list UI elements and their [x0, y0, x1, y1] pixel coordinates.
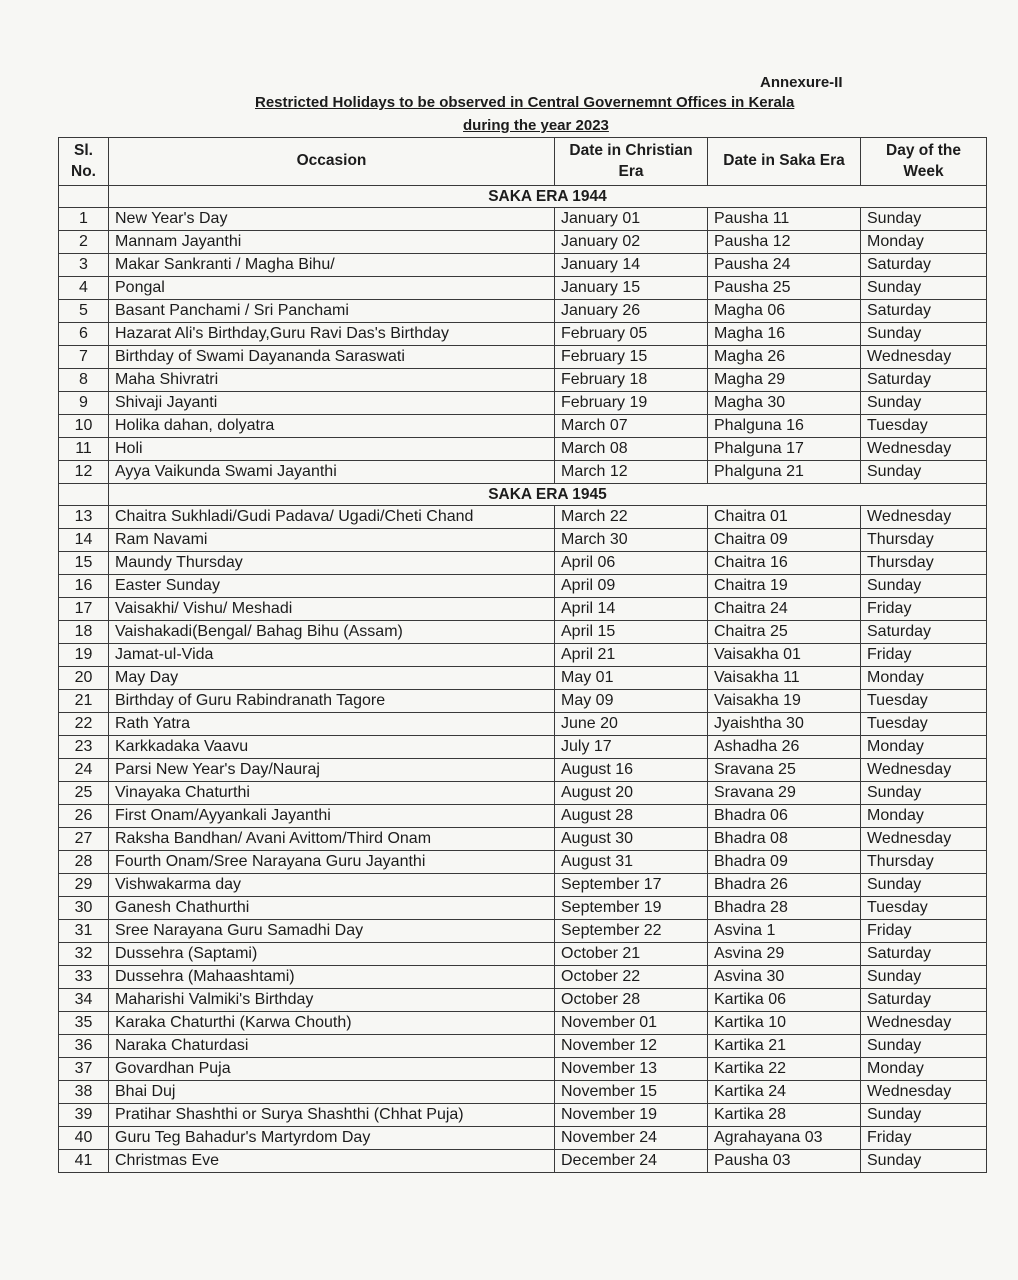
cell-occasion: Dussehra (Mahaashtami): [109, 966, 555, 989]
cell-day: Thursday: [861, 851, 987, 874]
cell-christian: February 05: [555, 323, 708, 346]
cell-day: Sunday: [861, 874, 987, 897]
cell-christian: November 13: [555, 1058, 708, 1081]
table-row: [59, 851, 987, 874]
cell-occasion: Vaisakhi/ Vishu/ Meshadi: [109, 598, 555, 621]
cell-day: Wednesday: [861, 346, 987, 369]
cell-christian: November 12: [555, 1035, 708, 1058]
cell-sl: 8: [59, 369, 109, 392]
table-row: [59, 690, 987, 713]
col-header-sl: Sl. No.: [59, 138, 109, 186]
cell-occasion: Bhai Duj: [109, 1081, 555, 1104]
table-row: [59, 736, 987, 759]
table-row: [59, 1058, 987, 1081]
document-title: Restricted Holidays to be observed in Central Governemnt Offices in Kerala: [255, 94, 795, 111]
col-header-occasion: Occasion: [109, 138, 555, 186]
document-subtitle: during the year 2023: [463, 117, 609, 134]
cell-occasion: Maha Shivratri: [109, 369, 555, 392]
cell-saka: Kartika 10: [708, 1012, 861, 1035]
table-row: [59, 759, 987, 782]
cell-day: Monday: [861, 231, 987, 254]
section-header-row: [59, 186, 987, 208]
cell-occasion: Birthday of Swami Dayananda Saraswati: [109, 346, 555, 369]
cell-occasion: Jamat-ul-Vida: [109, 644, 555, 667]
table-row: [59, 874, 987, 897]
table-row: [59, 300, 987, 323]
cell-saka: Bhadra 28: [708, 897, 861, 920]
table-row: [59, 346, 987, 369]
table-row: [59, 828, 987, 851]
cell-christian: September 17: [555, 874, 708, 897]
table-row: [59, 805, 987, 828]
table-row: [59, 369, 987, 392]
table-row: [59, 392, 987, 415]
cell-christian: February 15: [555, 346, 708, 369]
table-row: [59, 461, 987, 484]
cell-occasion: Maundy Thursday: [109, 552, 555, 575]
table-row: [59, 1104, 987, 1127]
cell-christian: December 24: [555, 1150, 708, 1173]
cell-sl: 16: [59, 575, 109, 598]
cell-day: Tuesday: [861, 690, 987, 713]
cell-occasion: Guru Teg Bahadur's Martyrdom Day: [109, 1127, 555, 1150]
annexure-label: Annexure-II: [760, 74, 843, 91]
cell-sl: 38: [59, 1081, 109, 1104]
cell-occasion: Christmas Eve: [109, 1150, 555, 1173]
cell-day: Saturday: [861, 943, 987, 966]
table-row: [59, 438, 987, 461]
cell-day: Sunday: [861, 575, 987, 598]
cell-saka: Magha 26: [708, 346, 861, 369]
table-row: [59, 529, 987, 552]
cell-saka: Pausha 12: [708, 231, 861, 254]
table-row: [59, 966, 987, 989]
cell-christian: April 21: [555, 644, 708, 667]
cell-day: Sunday: [861, 208, 987, 231]
cell-sl: 29: [59, 874, 109, 897]
cell-occasion: New Year's Day: [109, 208, 555, 231]
cell-sl: 15: [59, 552, 109, 575]
table-header-row: [59, 138, 987, 186]
table-row: [59, 1081, 987, 1104]
cell-christian: May 01: [555, 667, 708, 690]
cell-saka: Magha 29: [708, 369, 861, 392]
cell-day: Tuesday: [861, 415, 987, 438]
cell-sl: 21: [59, 690, 109, 713]
holidays-table: [58, 137, 987, 1173]
cell-occasion: Basant Panchami / Sri Panchami: [109, 300, 555, 323]
cell-saka: Chaitra 09: [708, 529, 861, 552]
cell-occasion: Chaitra Sukhladi/Gudi Padava/ Ugadi/Cheti Chand: [109, 506, 555, 529]
cell-day: Wednesday: [861, 438, 987, 461]
cell-day: Monday: [861, 667, 987, 690]
cell-day: Wednesday: [861, 1012, 987, 1035]
cell-christian: September 19: [555, 897, 708, 920]
cell-christian: January 26: [555, 300, 708, 323]
cell-saka: Asvina 1: [708, 920, 861, 943]
table-row: [59, 254, 987, 277]
table-row: [59, 920, 987, 943]
cell-occasion: Dussehra (Saptami): [109, 943, 555, 966]
cell-sl: 19: [59, 644, 109, 667]
cell-saka: Chaitra 16: [708, 552, 861, 575]
cell-saka: Chaitra 24: [708, 598, 861, 621]
cell-saka: Vaisakha 11: [708, 667, 861, 690]
cell-christian: April 15: [555, 621, 708, 644]
cell-occasion: Vinayaka Chaturthi: [109, 782, 555, 805]
cell-day: Friday: [861, 920, 987, 943]
cell-saka: Magha 06: [708, 300, 861, 323]
cell-sl: 20: [59, 667, 109, 690]
cell-saka: Jyaishtha 30: [708, 713, 861, 736]
cell-occasion: Hazarat Ali's Birthday,Guru Ravi Das's Birthday: [109, 323, 555, 346]
cell-saka: Kartika 24: [708, 1081, 861, 1104]
cell-christian: August 31: [555, 851, 708, 874]
cell-saka: Sravana 29: [708, 782, 861, 805]
cell-saka: Phalguna 21: [708, 461, 861, 484]
cell-sl: 2: [59, 231, 109, 254]
table-row: [59, 506, 987, 529]
cell-occasion: Makar Sankranti / Magha Bihu/: [109, 254, 555, 277]
cell-saka: Asvina 30: [708, 966, 861, 989]
cell-christian: November 01: [555, 1012, 708, 1035]
cell-occasion: Karkkadaka Vaavu: [109, 736, 555, 759]
cell-saka: Magha 30: [708, 392, 861, 415]
cell-saka: Chaitra 25: [708, 621, 861, 644]
cell-sl: 31: [59, 920, 109, 943]
cell-saka: Ashadha 26: [708, 736, 861, 759]
cell-sl: 34: [59, 989, 109, 1012]
cell-saka: Kartika 06: [708, 989, 861, 1012]
cell-day: Sunday: [861, 277, 987, 300]
cell-christian: April 14: [555, 598, 708, 621]
cell-day: Monday: [861, 805, 987, 828]
cell-saka: Sravana 25: [708, 759, 861, 782]
cell-saka: Chaitra 19: [708, 575, 861, 598]
cell-saka: Pausha 24: [708, 254, 861, 277]
cell-christian: January 15: [555, 277, 708, 300]
cell-christian: January 01: [555, 208, 708, 231]
cell-saka: Bhadra 26: [708, 874, 861, 897]
cell-sl: 4: [59, 277, 109, 300]
cell-christian: August 28: [555, 805, 708, 828]
cell-saka: Asvina 29: [708, 943, 861, 966]
section-header-row: [59, 484, 987, 506]
cell-occasion: Govardhan Puja: [109, 1058, 555, 1081]
cell-sl: 22: [59, 713, 109, 736]
cell-sl: 25: [59, 782, 109, 805]
cell-sl: 5: [59, 300, 109, 323]
cell-day: Sunday: [861, 1104, 987, 1127]
cell-day: Tuesday: [861, 897, 987, 920]
cell-day: Friday: [861, 644, 987, 667]
cell-sl: 11: [59, 438, 109, 461]
saka-era-label: SAKA ERA 1944: [109, 186, 987, 208]
table-row: [59, 323, 987, 346]
cell-occasion: Shivaji Jayanti: [109, 392, 555, 415]
cell-sl: 36: [59, 1035, 109, 1058]
table-row: [59, 231, 987, 254]
cell-sl: 6: [59, 323, 109, 346]
cell-sl: 26: [59, 805, 109, 828]
cell-sl: 30: [59, 897, 109, 920]
cell-occasion: Maharishi Valmiki's Birthday: [109, 989, 555, 1012]
cell-sl: 35: [59, 1012, 109, 1035]
cell-day: Sunday: [861, 1150, 987, 1173]
cell-occasion: Holika dahan, dolyatra: [109, 415, 555, 438]
cell-day: Saturday: [861, 989, 987, 1012]
cell-sl: 40: [59, 1127, 109, 1150]
cell-christian: October 21: [555, 943, 708, 966]
cell-day: Wednesday: [861, 506, 987, 529]
table-row: [59, 208, 987, 231]
cell-saka: Chaitra 01: [708, 506, 861, 529]
table-row: [59, 1127, 987, 1150]
table-row: [59, 1150, 987, 1173]
table-row: [59, 415, 987, 438]
cell-sl: 41: [59, 1150, 109, 1173]
table-row: [59, 1035, 987, 1058]
cell-day: Thursday: [861, 529, 987, 552]
cell-day: Sunday: [861, 782, 987, 805]
cell-christian: February 19: [555, 392, 708, 415]
cell-day: Monday: [861, 736, 987, 759]
cell-day: Sunday: [861, 1035, 987, 1058]
table-row: [59, 667, 987, 690]
col-header-saka-date: Date in Saka Era: [708, 138, 861, 186]
cell-occasion: Ayya Vaikunda Swami Jayanthi: [109, 461, 555, 484]
cell-saka: Kartika 22: [708, 1058, 861, 1081]
cell-saka: Pausha 03: [708, 1150, 861, 1173]
cell-saka: Bhadra 06: [708, 805, 861, 828]
cell-christian: February 18: [555, 369, 708, 392]
table-row: [59, 644, 987, 667]
cell-christian: March 12: [555, 461, 708, 484]
cell-day: Sunday: [861, 323, 987, 346]
cell-day: Sunday: [861, 966, 987, 989]
cell-occasion: Pongal: [109, 277, 555, 300]
cell-saka: Agrahayana 03: [708, 1127, 861, 1150]
cell-occasion: Sree Narayana Guru Samadhi Day: [109, 920, 555, 943]
table-row: [59, 943, 987, 966]
cell-saka: Pausha 11: [708, 208, 861, 231]
cell-sl: 1: [59, 208, 109, 231]
cell-sl: 18: [59, 621, 109, 644]
cell-christian: June 20: [555, 713, 708, 736]
cell-christian: November 15: [555, 1081, 708, 1104]
table-row: [59, 989, 987, 1012]
cell-day: Friday: [861, 598, 987, 621]
cell-day: Wednesday: [861, 1081, 987, 1104]
col-header-day: Day of the Week: [861, 138, 987, 186]
table-row: [59, 598, 987, 621]
cell-day: Sunday: [861, 392, 987, 415]
cell-occasion: Naraka Chaturdasi: [109, 1035, 555, 1058]
col-header-christian-date: Date in Christian Era: [555, 138, 708, 186]
table-row: [59, 897, 987, 920]
cell-day: Sunday: [861, 461, 987, 484]
cell-sl: 33: [59, 966, 109, 989]
cell-sl: 7: [59, 346, 109, 369]
cell-christian: May 09: [555, 690, 708, 713]
cell-christian: July 17: [555, 736, 708, 759]
cell-occasion: May Day: [109, 667, 555, 690]
cell-sl: 24: [59, 759, 109, 782]
cell-sl: 28: [59, 851, 109, 874]
cell-day: Wednesday: [861, 828, 987, 851]
cell-saka: Vaisakha 19: [708, 690, 861, 713]
table-row: [59, 782, 987, 805]
cell-occasion: Holi: [109, 438, 555, 461]
table-row: [59, 713, 987, 736]
cell-day: Saturday: [861, 300, 987, 323]
cell-christian: August 20: [555, 782, 708, 805]
cell-sl: 13: [59, 506, 109, 529]
cell-day: Wednesday: [861, 759, 987, 782]
cell-occasion: Birthday of Guru Rabindranath Tagore: [109, 690, 555, 713]
cell-occasion: Vishwakarma day: [109, 874, 555, 897]
cell-occasion: Ram Navami: [109, 529, 555, 552]
cell-saka: Kartika 28: [708, 1104, 861, 1127]
cell-christian: March 22: [555, 506, 708, 529]
cell-sl: 39: [59, 1104, 109, 1127]
cell-occasion: Raksha Bandhan/ Avani Avittom/Third Onam: [109, 828, 555, 851]
cell-day: Saturday: [861, 621, 987, 644]
cell-occasion: Mannam Jayanthi: [109, 231, 555, 254]
cell-saka: Pausha 25: [708, 277, 861, 300]
cell-christian: August 16: [555, 759, 708, 782]
cell-sl: 3: [59, 254, 109, 277]
cell-saka: Vaisakha 01: [708, 644, 861, 667]
cell-occasion: Karaka Chaturthi (Karwa Chouth): [109, 1012, 555, 1035]
cell-christian: March 30: [555, 529, 708, 552]
table-row: [59, 277, 987, 300]
cell-christian: January 14: [555, 254, 708, 277]
cell-sl: 10: [59, 415, 109, 438]
cell-occasion: Parsi New Year's Day/Nauraj: [109, 759, 555, 782]
cell-saka: Phalguna 17: [708, 438, 861, 461]
cell-saka: Kartika 21: [708, 1035, 861, 1058]
cell-day: Thursday: [861, 552, 987, 575]
cell-christian: March 08: [555, 438, 708, 461]
cell-christian: April 06: [555, 552, 708, 575]
cell-day: Monday: [861, 1058, 987, 1081]
table-row: [59, 621, 987, 644]
cell-day: Saturday: [861, 369, 987, 392]
cell-christian: January 02: [555, 231, 708, 254]
table-row: [59, 1012, 987, 1035]
cell-occasion: First Onam/Ayyankali Jayanthi: [109, 805, 555, 828]
cell-sl: 37: [59, 1058, 109, 1081]
cell-saka: Bhadra 08: [708, 828, 861, 851]
cell-christian: August 30: [555, 828, 708, 851]
cell-sl: 9: [59, 392, 109, 415]
table-row: [59, 552, 987, 575]
cell-day: Tuesday: [861, 713, 987, 736]
cell-occasion: Fourth Onam/Sree Narayana Guru Jayanthi: [109, 851, 555, 874]
cell-sl: 27: [59, 828, 109, 851]
cell-saka: Phalguna 16: [708, 415, 861, 438]
cell-christian: November 24: [555, 1127, 708, 1150]
cell-occasion: Pratihar Shashthi or Surya Shashthi (Chhat Puja): [109, 1104, 555, 1127]
cell-christian: October 28: [555, 989, 708, 1012]
cell-day: Saturday: [861, 254, 987, 277]
cell-christian: April 09: [555, 575, 708, 598]
cell-occasion: Ganesh Chathurthi: [109, 897, 555, 920]
cell-occasion: Vaishakadi(Bengal/ Bahag Bihu (Assam): [109, 621, 555, 644]
cell-christian: October 22: [555, 966, 708, 989]
cell-christian: September 22: [555, 920, 708, 943]
cell-occasion: Rath Yatra: [109, 713, 555, 736]
table-row: [59, 575, 987, 598]
cell-sl: 12: [59, 461, 109, 484]
cell-sl: 32: [59, 943, 109, 966]
cell-sl: 14: [59, 529, 109, 552]
cell-day: Friday: [861, 1127, 987, 1150]
cell-occasion: Easter Sunday: [109, 575, 555, 598]
cell-christian: March 07: [555, 415, 708, 438]
cell-saka: Bhadra 09: [708, 851, 861, 874]
saka-era-label: SAKA ERA 1945: [109, 484, 987, 506]
cell-saka: Magha 16: [708, 323, 861, 346]
cell-sl: 23: [59, 736, 109, 759]
cell-christian: November 19: [555, 1104, 708, 1127]
cell-sl: 17: [59, 598, 109, 621]
